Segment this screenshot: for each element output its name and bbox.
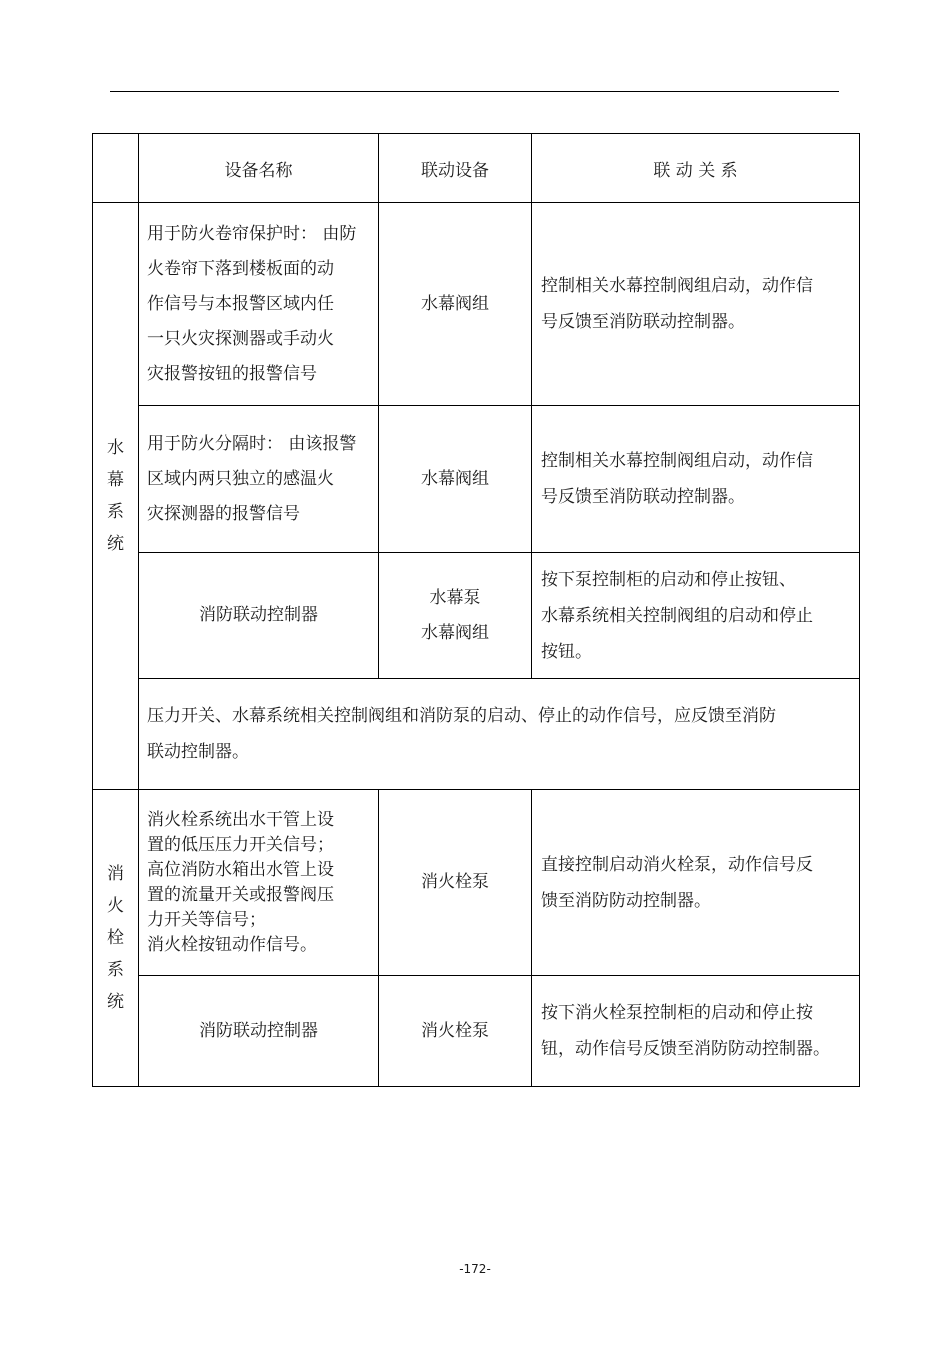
header-linkage-relation: 联 动 关 系 [532,134,860,203]
device-name-cell: 用于防火分隔时： 由该报警 区域内两只独立的感温火 灾探测器的报警信号 [139,406,379,553]
linkage-relation-cell: 直接控制启动消火栓泵，动作信号反 馈至消防防动控制器。 [532,790,860,976]
page-number: -172- [459,1262,491,1276]
header-device-name: 设备名称 [139,134,379,203]
device-name-cell: 消防联动控制器 [139,976,379,1087]
table-row [93,406,860,553]
linked-device-cell: 消火栓泵 [379,790,532,976]
table-row [93,679,860,790]
header-system [93,134,139,203]
linkage-relation-cell: 控制相关水幕控制阀组启动，动作信 号反馈至消防联动控制器。 [532,203,860,406]
table-row [93,790,860,976]
device-name-cell: 消火栓系统出水干管上设 置的低压压力开关信号； 高位消防水箱出水管上设 置的流量开关或报警阀压 力开关等信号； 消火栓按钮动作信号。 [139,790,379,976]
linkage-table [92,133,860,1087]
header-linked-device: 联动设备 [379,134,532,203]
linked-device-cell: 水幕泵 水幕阀组 [379,553,532,679]
device-name-cell: 消防联动控制器 [139,553,379,679]
header-rule [110,91,839,92]
table-row [93,976,860,1087]
feedback-note-cell: 压力开关、水幕系统相关控制阀组和消防泵的启动、停止的动作信号，应反馈至消防 联动控制器。 [139,679,860,790]
linkage-relation-cell: 按下消火栓泵控制柜的启动和停止按 钮，动作信号反馈至消防防动控制器。 [532,976,860,1087]
table-row [93,553,860,679]
linkage-relation-cell: 按下泵控制柜的启动和停止按钮、 水幕系统相关控制阀组的启动和停止 按钮。 [532,553,860,679]
linked-device-cell: 消火栓泵 [379,976,532,1087]
table-row [93,203,860,406]
linkage-relation-cell: 控制相关水幕控制阀组启动，动作信 号反馈至消防联动控制器。 [532,406,860,553]
system-label-water-curtain: 水 幕 系 统 [93,203,139,790]
device-name-cell: 用于防火卷帘保护时： 由防 火卷帘下落到楼板面的动 作信号与本报警区域内任 一只火灾探测器或手动火 灾报警按钮的报警信号 [139,203,379,406]
linked-device-cell: 水幕阀组 [379,203,532,406]
table-header-row [93,134,860,203]
system-label-hydrant: 消 火 栓 系 统 [93,790,139,1087]
linked-device-cell: 水幕阀组 [379,406,532,553]
